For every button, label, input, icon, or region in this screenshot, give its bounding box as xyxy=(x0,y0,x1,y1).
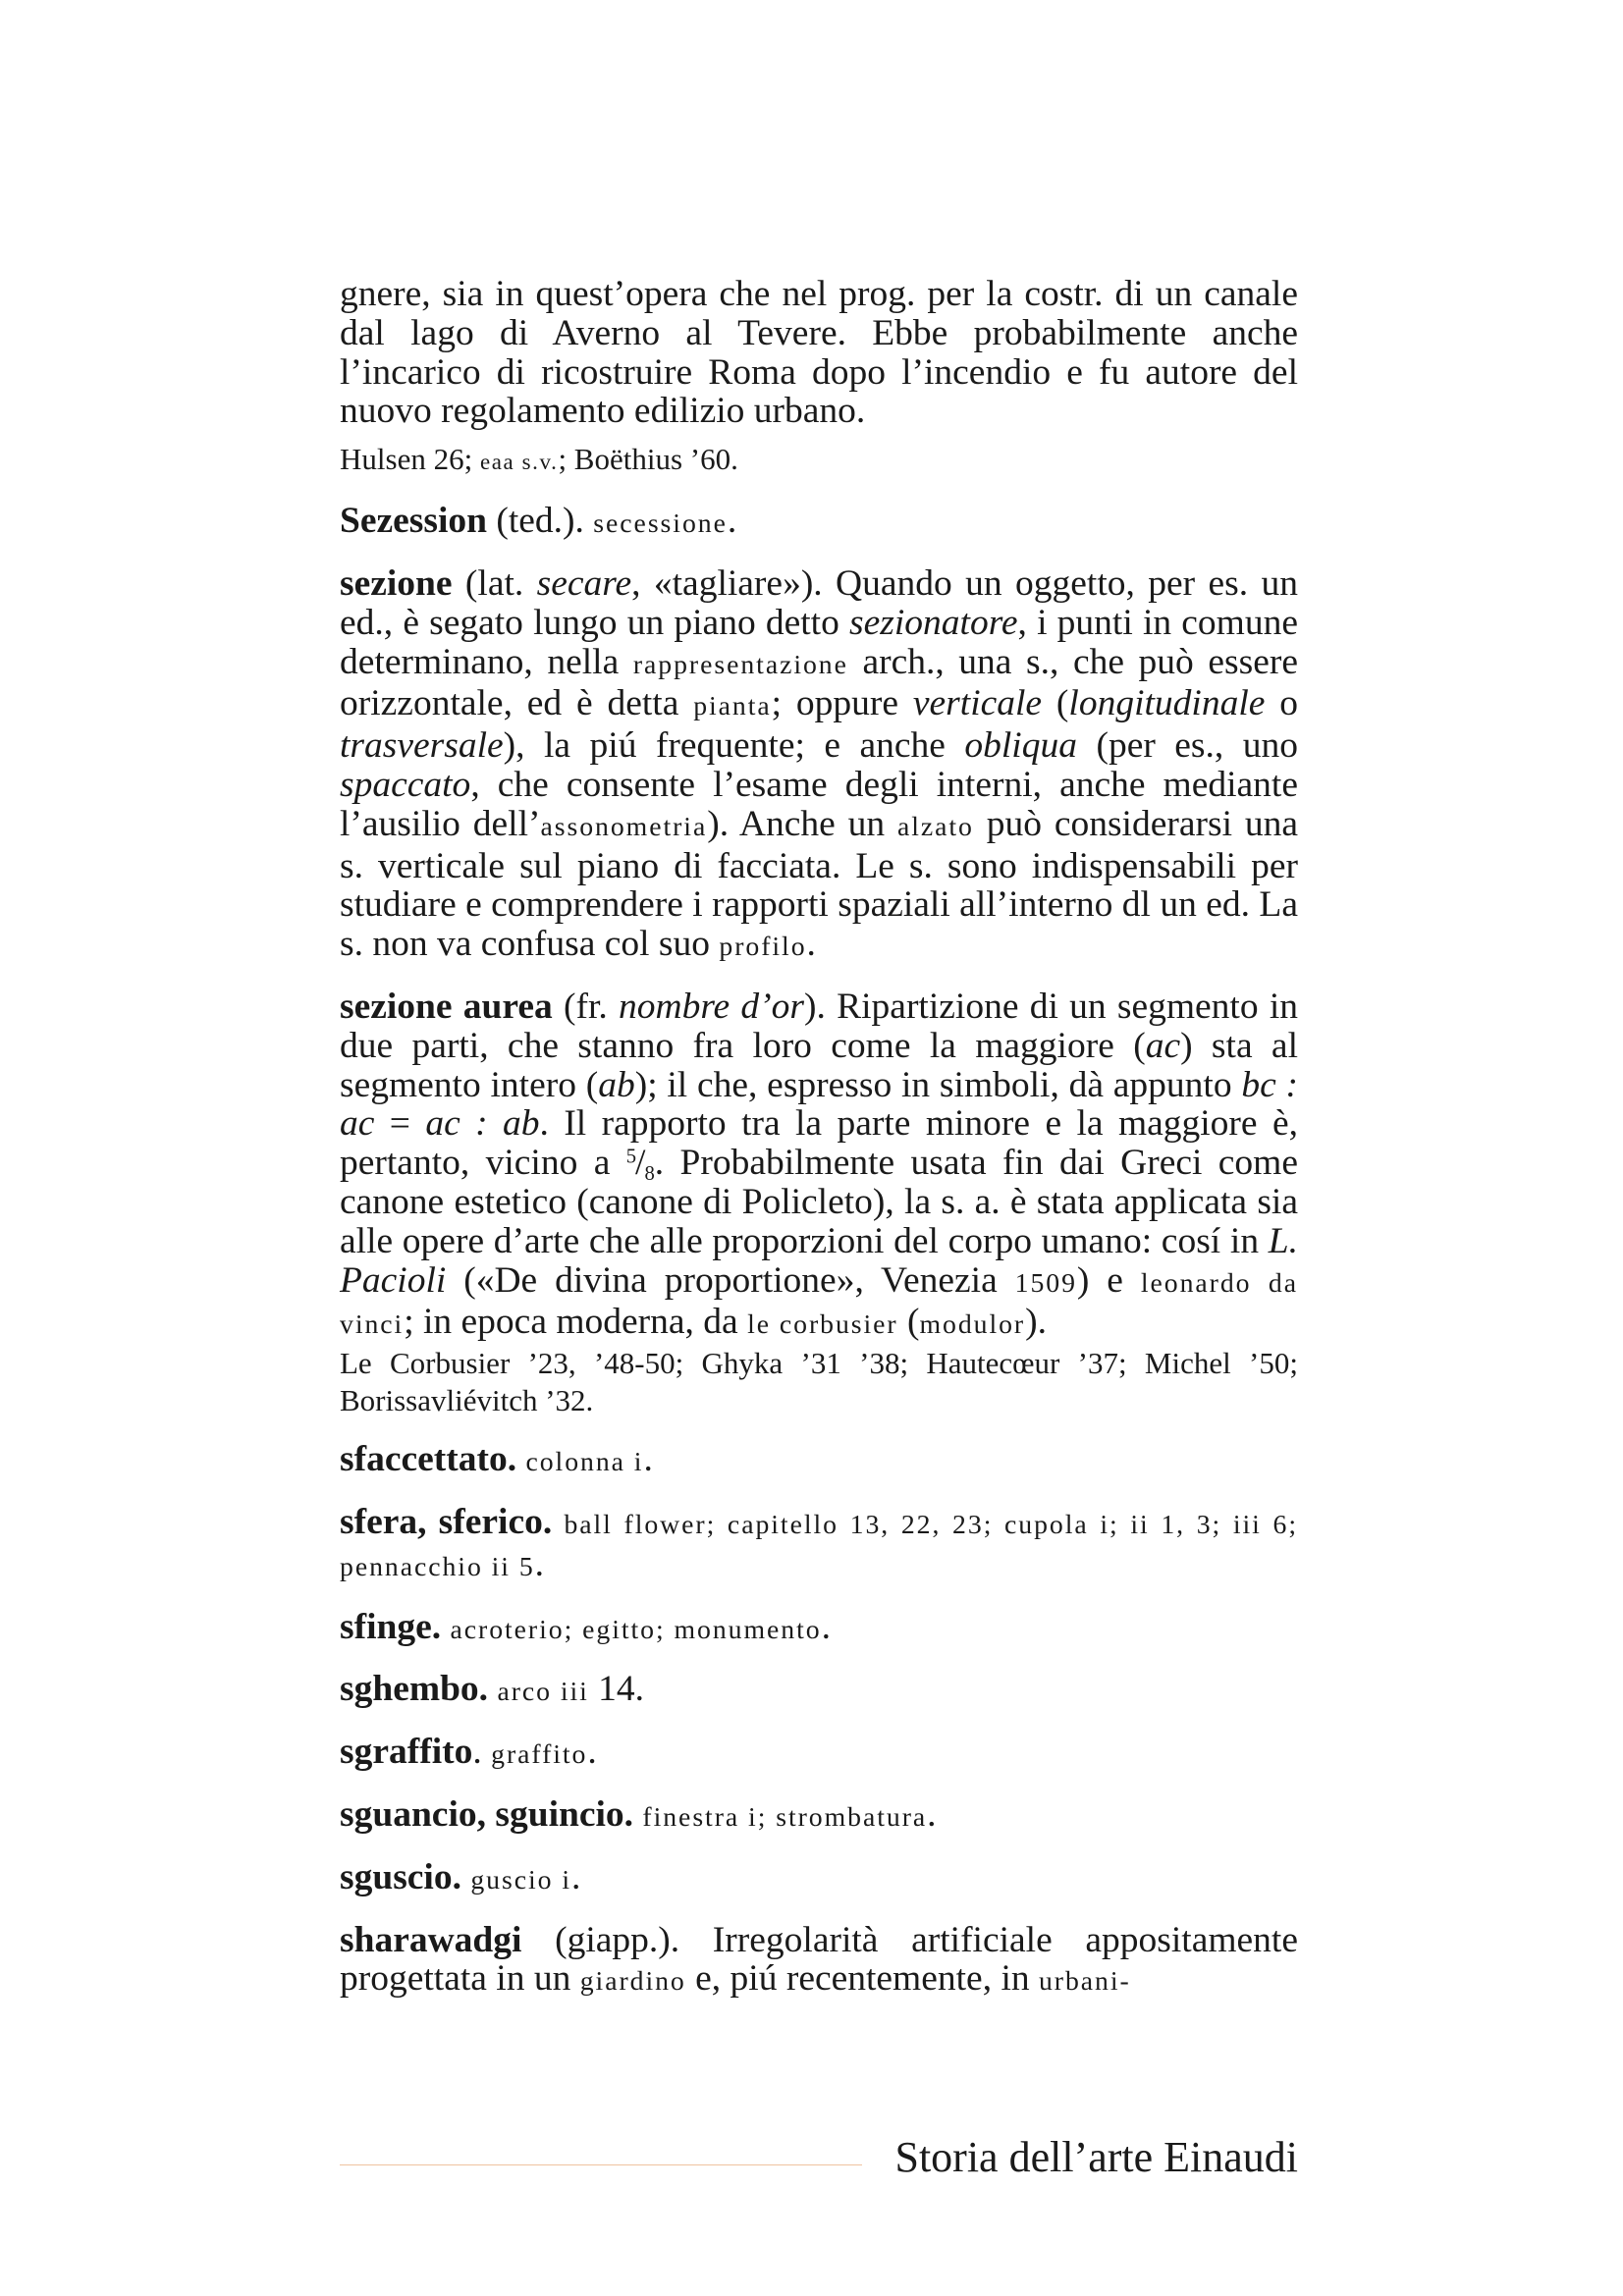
entry-sfera: sfera, sferico. ball flower; capitello 13, 22, 23; cupola i; ii 1, 3; iii 6; pennacchio ii 5. xyxy=(340,1501,1298,1584)
text-line: autore del nuovo regolamento edilizio urbano. xyxy=(340,351,1298,432)
headword: sezione aurea xyxy=(340,986,553,1027)
cross-reference: acroterio; egitto; monumento xyxy=(450,1614,822,1645)
headword: sguscio. xyxy=(340,1856,461,1897)
cross-reference: secessione xyxy=(593,508,728,540)
bibliography-note: Hulsen 26; eaa s.v.; Boëthius ’60. xyxy=(340,442,738,477)
entry-sezession: Sezession (ted.). secessione. xyxy=(340,501,737,542)
cross-reference: giardino xyxy=(579,1966,686,1998)
entry-sharawadgi: sharawadgi (giapp.). Irregolarità artificiale appositamente progettata in un giardino e, piú recentemente, in urbani- xyxy=(340,1919,1298,2000)
cross-reference: colonna i xyxy=(525,1447,644,1478)
entry-sezione: sezione (lat. secare, «tagliare»). Quando un oggetto, per es. un ed., è segato lungo un piano detto sezionatore, i punti in comune determinano, nella rappresentazione arch., una s., che può essere orizzontale, ed è detta pianta; oppure verticale (longitudinale o trasversale), la piú frequente; e anche obliqua (per es., uno spaccato, che consente l’esame degli interni, anche mediante l’ausilio dell’assonometria). Anche un alzato può considerarsi una s. verticale sul piano di facciata. Le s. sono indispensabili per studiare e comprendere i rapporti spaziali all’interno dl un ed. La s. non va confusa col suo profilo. xyxy=(340,562,1299,965)
entry-sguscio: sguscio. guscio i. xyxy=(340,1856,581,1897)
text-line: canale dal lago di Averno al Tevere. Ebbe probabilmente xyxy=(340,274,1298,353)
text-column xyxy=(340,275,1298,2002)
headword: sfaccettato. xyxy=(340,1439,517,1480)
entry-sfaccettato: sfaccettato. colonna i. xyxy=(340,1439,653,1480)
entry-sfinge: sfinge. acroterio; egitto; monumento. xyxy=(340,1606,831,1647)
headword: sgraffito xyxy=(340,1732,473,1773)
cross-reference: modulor xyxy=(919,1309,1026,1341)
bibliography-note: Le Corbusier ’23, ’48-50; Ghyka ’31 ’38; Hautecœur ’37; Michel ’50; Borissavliévitch ’32. xyxy=(340,1346,1298,1418)
footer-rule xyxy=(340,2164,862,2165)
cross-reference: profilo xyxy=(719,932,807,963)
cross-reference: graffito xyxy=(491,1739,588,1771)
cross-reference: pianta xyxy=(693,691,772,722)
headword: sfinge. xyxy=(340,1606,442,1647)
headword: sfera, sferico. xyxy=(340,1501,553,1542)
cross-reference: arco iii xyxy=(497,1677,589,1708)
headword: sharawadgi xyxy=(340,1919,522,1960)
page-footer xyxy=(340,2135,1298,2180)
cross-reference: finestra i; strombatura xyxy=(642,1801,928,1833)
fraction: $^5/_8$ xyxy=(625,1143,655,1186)
cross-reference: le corbusier xyxy=(747,1309,898,1341)
text-line: anche l’incarico di ricostruire Roma dopo l’incendio e fu xyxy=(340,312,1299,393)
entry-sezione-aurea: sezione aurea (fr. nombre d’or). Ripartizione di un segmento in due parti, che stanno fra loro come la maggiore (ac) sta al segmento intero (ab); il che, espresso in simboli, dà appunto bc : ac = ac : ab. Il rapporto tra la parte minore e la maggiore è, pertanto, vicino a $^5/_8$. Probabilmente usata fin dai Greci come canone estetico (canone di Policleto), la s. a. è stata applicata sia alle opere d’arte che alle proporzioni del corpo umano: cosí in L. Pacioli («De divina proportione», Venezia 1509) e leonardo da vinci; in epoca moderna, da le corbusier (modulor). xyxy=(340,986,1298,1343)
cross-reference: guscio i xyxy=(470,1864,571,1896)
cross-reference: ball flower; capitello 13, 22, 23; cupola i; ii 1, 3; iii 6; pennacchio ii 5 xyxy=(340,1509,1298,1582)
cross-reference: assonometria xyxy=(540,811,708,842)
cross-reference: rappresentazione xyxy=(632,649,848,680)
footer-title: Storia dell’arte Einaudi xyxy=(894,2133,1298,2181)
entry-sguancio: sguancio, sguincio. finestra i; strombatura. xyxy=(340,1793,937,1835)
headword: sguancio, sguincio. xyxy=(340,1793,634,1835)
headword: sghembo. xyxy=(340,1669,489,1710)
text-line: gnere, sia in quest’opera che nel prog. per la costr. di un xyxy=(340,274,1193,314)
cross-reference: leonardo da vinci xyxy=(340,1267,1298,1341)
headword: Sezession xyxy=(340,501,487,542)
cross-reference: urbani- xyxy=(1038,1966,1131,1998)
entry-sgraffito: sgraffito. graffito. xyxy=(340,1732,597,1773)
continued-paragraph xyxy=(340,275,1298,431)
headword: sezione xyxy=(340,562,453,604)
cross-reference: alzato xyxy=(896,811,974,842)
entry-sghembo: sghembo. arco iii 14. xyxy=(340,1669,645,1710)
